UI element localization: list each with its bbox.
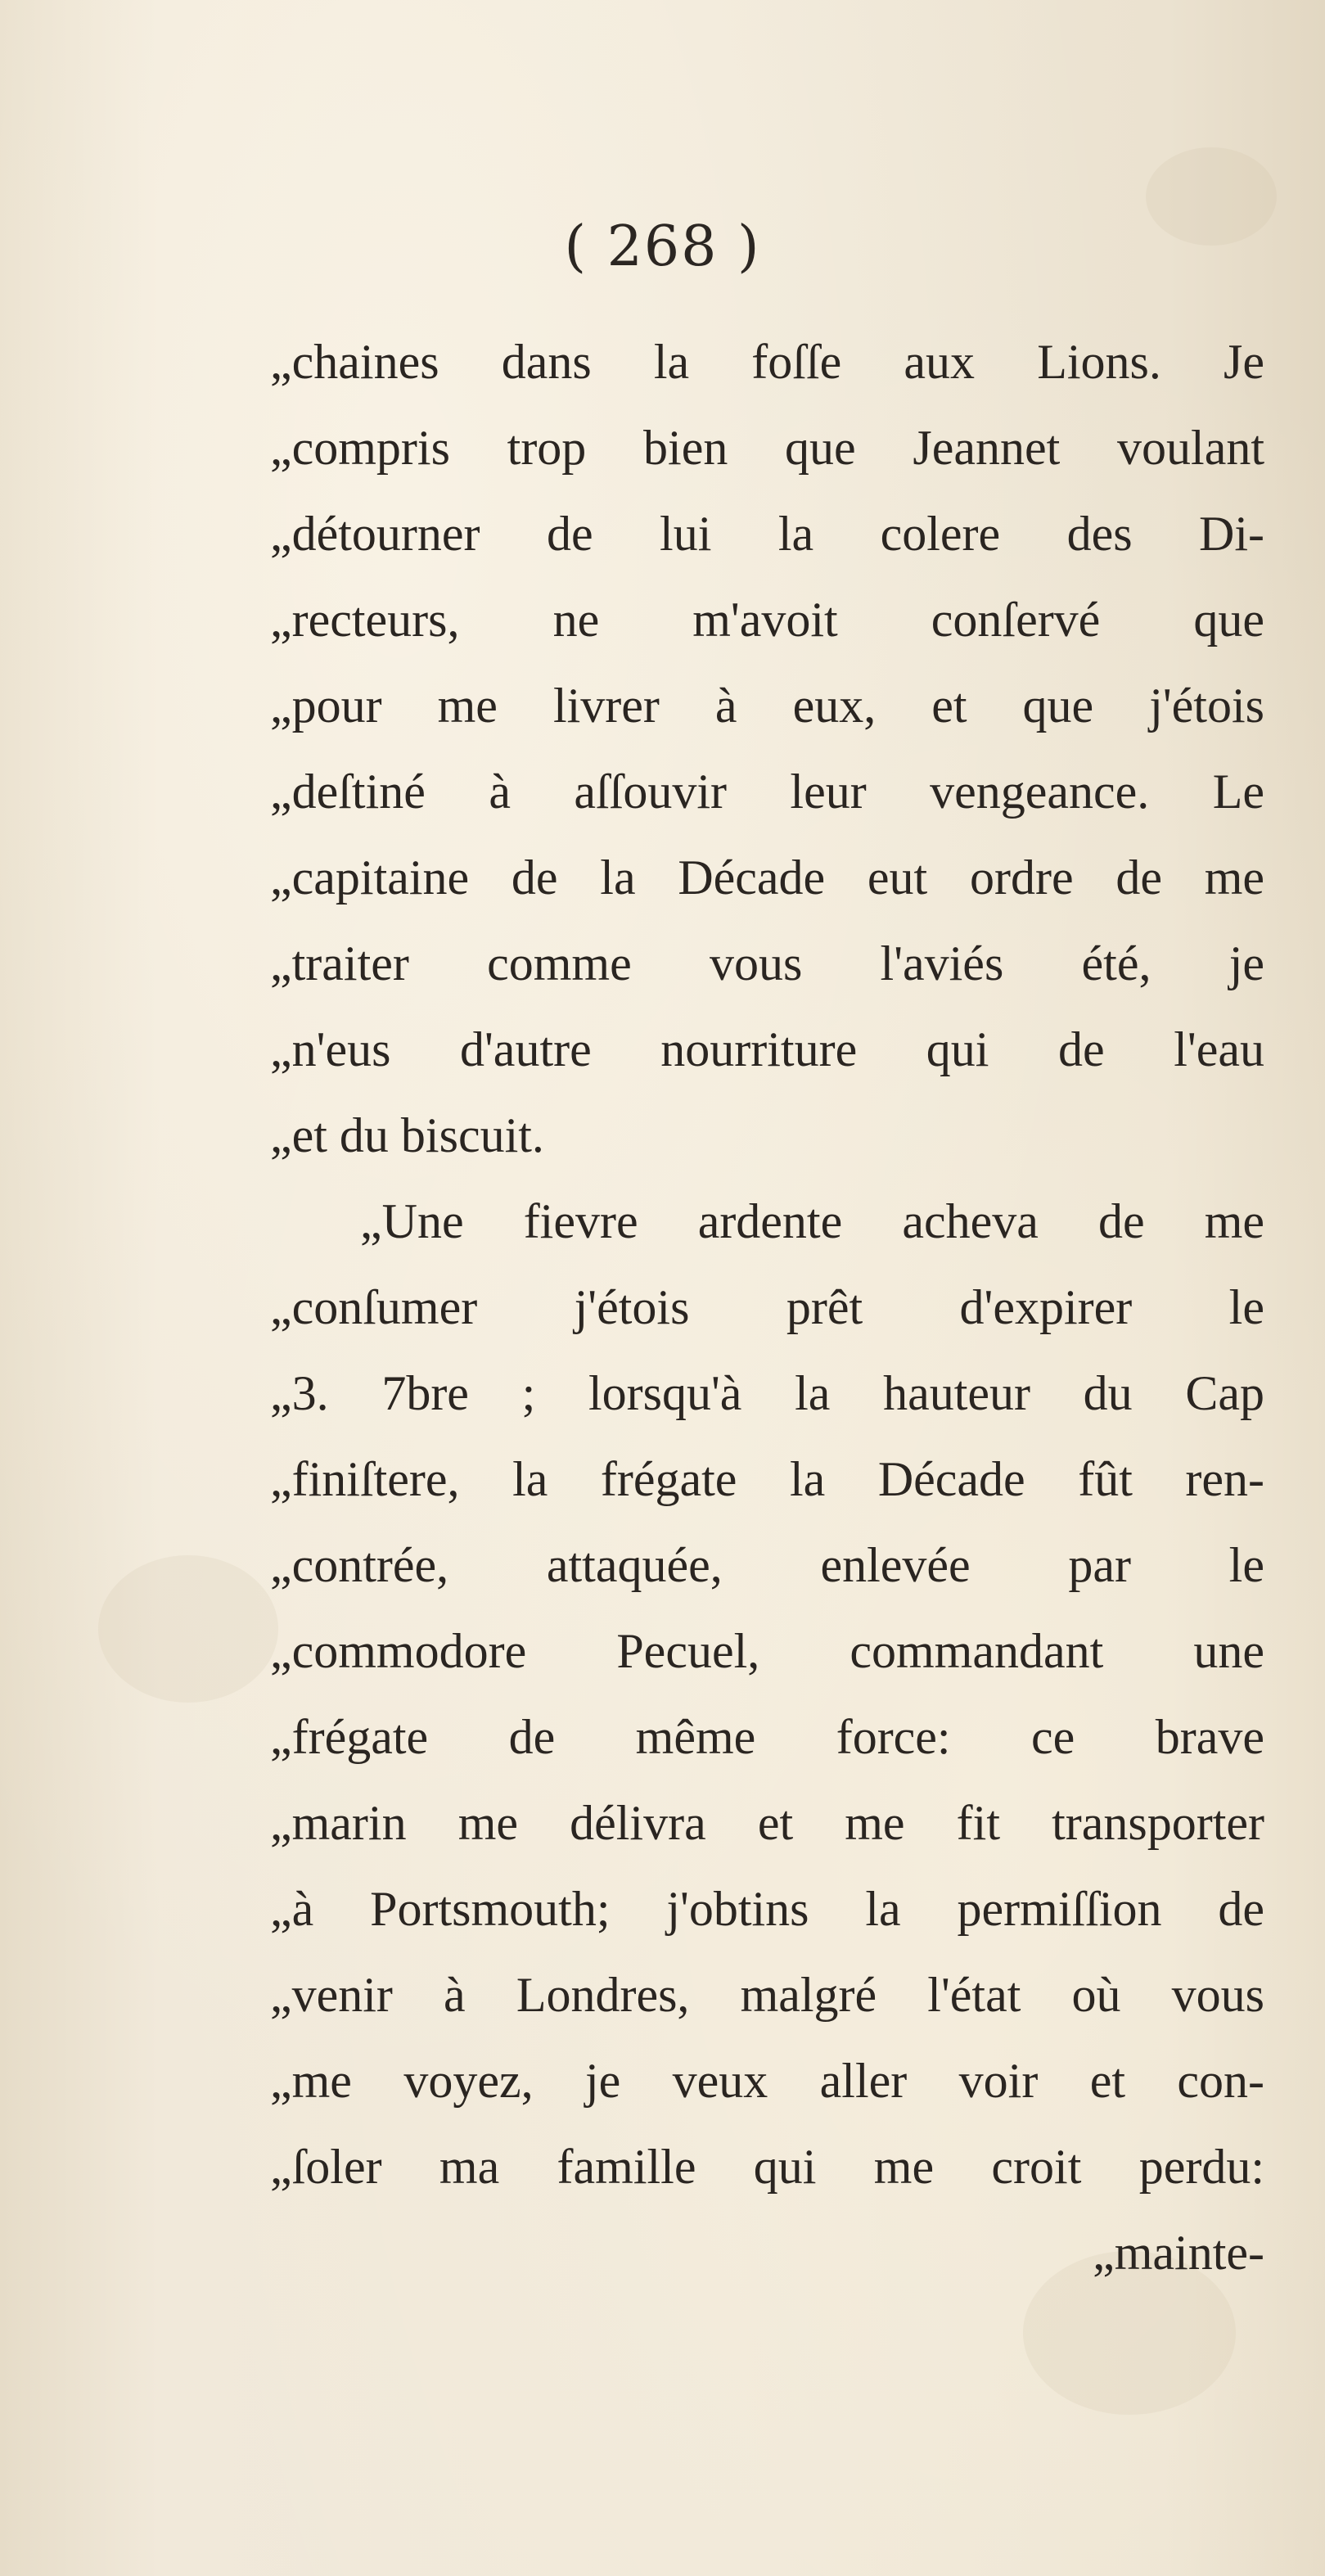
text-line: „et du biscuit. xyxy=(270,1108,544,1162)
text-line: „marin me délivra et me fit transporter xyxy=(270,1796,1264,1850)
text-line: „traiter comme vous l'aviés été, je xyxy=(270,936,1264,990)
text-line: „recteurs, ne m'avoit conſervé que xyxy=(270,593,1264,647)
text-line: „3. 7bre ; lorsqu'à la hauteur du Cap xyxy=(270,1366,1264,1420)
text-line: „commodore Pecuel, commandant une xyxy=(270,1624,1264,1678)
text-line: „finiſtere, la frégate la Décade fût ren- xyxy=(270,1452,1264,1506)
text-line: „compris trop bien que Jeannet voulant xyxy=(270,421,1264,475)
page-number: ( 268 ) xyxy=(564,214,761,279)
text-line: „détourner de lui la colere des Di- xyxy=(270,507,1264,561)
text-line: „contrée, attaquée, enlevée par le xyxy=(270,1538,1264,1592)
text-line: „frégate de même force: ce brave xyxy=(270,1710,1264,1764)
text-line: „venir à Londres, malgré l'état où vous xyxy=(270,1968,1264,2022)
paper-stain xyxy=(98,1555,278,1703)
text-line: „chaines dans la foſſe aux Lions. Je xyxy=(270,335,1264,389)
paragraph-start-line: „Une fievre ardente acheva de me xyxy=(360,1194,1264,1248)
text-line: „conſumer j'étois prêt d'expirer le xyxy=(270,1280,1264,1334)
text-line: „pour me livrer à eux, et que j'étois xyxy=(270,679,1264,733)
catchword-line: „mainte- xyxy=(1093,2226,1264,2280)
text-line: „à Portsmouth; j'obtins la permiſſion de xyxy=(270,1882,1264,1936)
text-line: „deſtiné à aſſouvir leur vengeance. Le xyxy=(270,765,1264,819)
text-line: „ſoler ma famille qui me croit perdu: xyxy=(270,2140,1264,2194)
body-text xyxy=(270,319,1264,2296)
text-line: „capitaine de la Décade eut ordre de me xyxy=(270,850,1264,905)
text-line: „me voyez, je veux aller voir et con- xyxy=(270,2054,1264,2108)
text-line: „n'eus d'autre nourriture qui de l'eau xyxy=(270,1022,1264,1076)
